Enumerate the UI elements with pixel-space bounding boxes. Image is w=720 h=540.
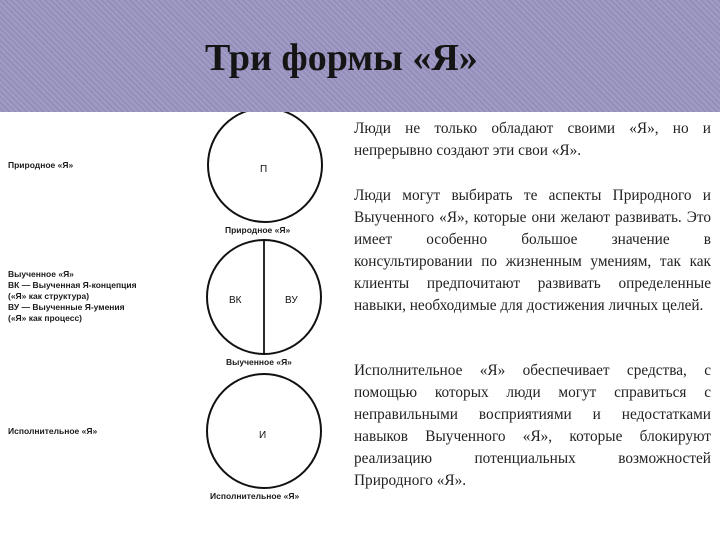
natural-circle-caption: Природное «Я»	[225, 225, 291, 235]
diagram-panel	[0, 112, 336, 540]
paragraph-executive-self: Исполнительное «Я» обеспечивает средства, с помощью которых люди могут справиться с неправильными восприятиями и недостатками навыков Выученного «Я», которые блокируют реализацию потенциальных возможностей Природного «Я».	[354, 362, 711, 489]
vk-definition: ВК — Выученная Я-концепция	[8, 280, 137, 290]
vu-process-note: («Я» как процесс)	[8, 313, 82, 323]
title-bar	[0, 0, 720, 112]
natural-self-label: Природное «Я»	[8, 160, 74, 170]
paragraph-choosing-aspects: Люди могут выбирать те аспекты Природного и Выученного «Я», которые они желают развивать. Это имеет особенно большое значение в консультировании по жизненным умениям, так как клиенты предпочитают развивать определенные навыки, необходимые для достижения личных целей.	[354, 187, 711, 314]
executive-circle-letter: И	[259, 430, 267, 441]
natural-circle-letter: П	[260, 164, 268, 175]
learned-circle-right-label: ВУ	[285, 295, 298, 306]
vk-structure-note: («Я» как структура)	[8, 291, 90, 301]
three-selves-diagram	[0, 112, 336, 540]
learned-self-label: Выученное «Я»	[8, 269, 74, 279]
vu-definition: ВУ — Выученные Я-умения	[8, 302, 125, 312]
learned-circle-left-label: ВК	[229, 295, 242, 306]
text-panel	[336, 112, 720, 540]
learned-circle-caption: Выученное «Я»	[226, 357, 292, 367]
slide-title: Три формы «Я»	[205, 37, 478, 79]
executive-self-label: Исполнительное «Я»	[8, 426, 98, 436]
paragraph-creating-selves: Люди не только обладают своими «Я», но и непрерывно создают эти свои «Я».	[354, 120, 711, 159]
executive-circle-caption: Исполнительное «Я»	[210, 491, 300, 501]
